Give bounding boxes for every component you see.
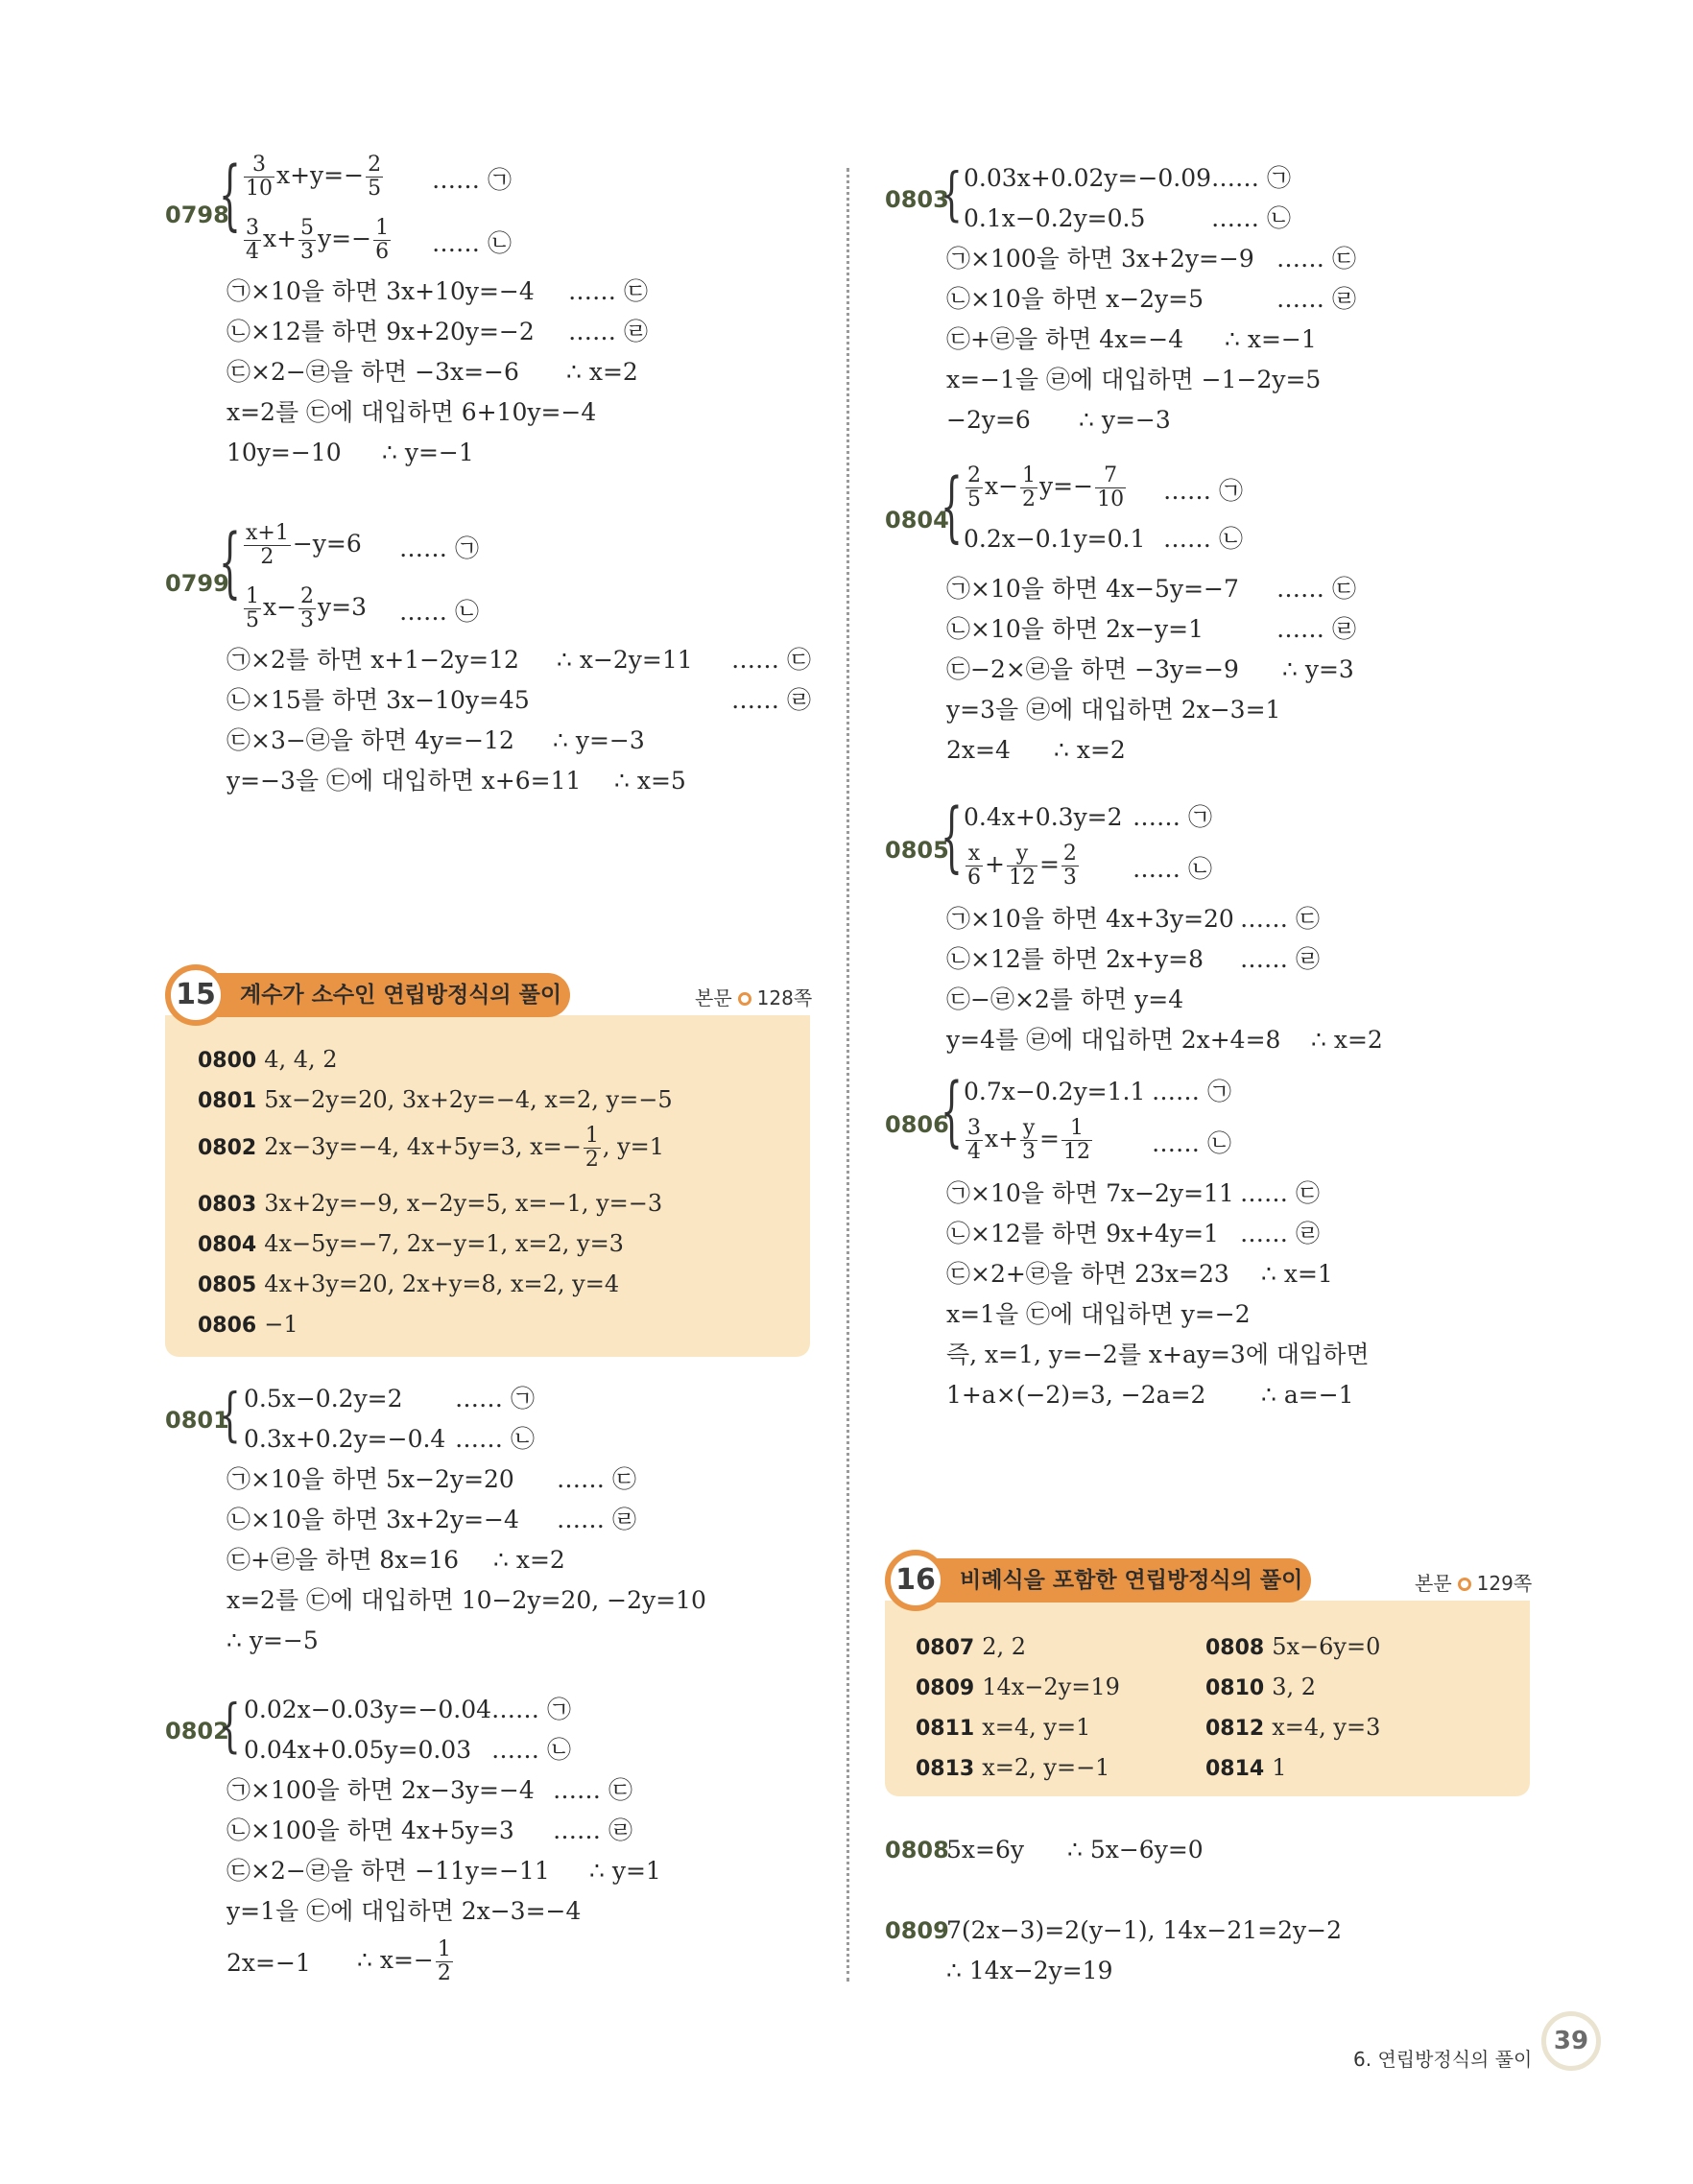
solution-mark: …… ㉢: [1240, 1179, 1320, 1207]
equation-1: $\frac{3}{10}$ x+y=− $\frac{2}{5}$: [246, 153, 382, 201]
equation-mark: …… ㉠: [1163, 477, 1243, 505]
equation-2: 0.2x−0.1y=0.1: [964, 525, 1146, 553]
equation-1: 0.4x+0.3y=2: [964, 803, 1123, 831]
section-number-badge: 16: [885, 1550, 946, 1611]
solution-mid: ∴ y=−3: [553, 726, 645, 754]
solution-line: y=3을 ㉣에 대입하면 2x−3=1: [946, 696, 1281, 724]
solution-line: ㉡×10을 하면 3x+2y=−4: [227, 1506, 519, 1533]
equation-mark: …… ㉠: [491, 1696, 571, 1723]
solution-mark: …… ㉢: [1276, 245, 1356, 273]
answer-row: 0813 x=2, y=−1: [916, 1754, 1110, 1781]
system-brace: {: [219, 1691, 241, 1759]
solution-mid: ∴ x−2y=11: [557, 646, 693, 674]
fraction: $\frac{3}{10}$: [246, 153, 273, 201]
equation-mark: …… ㉡: [1163, 525, 1243, 553]
answer-row: 0807 2, 2: [916, 1633, 1027, 1660]
equation-1: 0.02x−0.03y=−0.04: [244, 1696, 492, 1723]
section-number-badge: 15: [165, 964, 227, 1026]
solution-line: 2x=−1: [227, 1949, 311, 1977]
equation-2: $\frac{3}{4}$ x+ $\frac{5}{3}$ y=− $\frac{1}{6}$: [246, 216, 390, 264]
equation-1: $\frac{x+1}{2}$ −y=6: [246, 521, 362, 569]
section-title: 계수가 소수인 연립방정식의 풀이: [188, 973, 570, 1017]
equation-1: 0.03x+0.02y=−0.09: [964, 164, 1212, 192]
system-brace: {: [941, 1066, 963, 1155]
column-divider: [846, 168, 849, 1982]
equation-1: 0.7x−0.2y=1.1: [964, 1078, 1146, 1105]
solution-line: ∴ 14x−2y=19: [946, 1957, 1113, 1984]
solution-line: ㉡×10을 하면 2x−y=1: [946, 615, 1204, 643]
problem-number: 0802: [165, 1718, 229, 1745]
solution-mark: …… ㉣: [1240, 1220, 1320, 1247]
answer-row: 0806 −1: [198, 1311, 298, 1338]
solution-mark: …… ㉣: [1240, 945, 1320, 973]
arrow-circle-icon: [1458, 1578, 1471, 1591]
equation-mark: …… ㉡: [1152, 1129, 1231, 1157]
solution-line: ㉢×2−㉣을 하면 −3x=−6: [227, 358, 519, 386]
solution-mark: …… ㉣: [553, 1816, 632, 1844]
solution-mark: ∴ y=−3: [1079, 406, 1171, 434]
solution-line: y=4를 ㉣에 대입하면 2x+4=8: [946, 1026, 1281, 1054]
equation-mark: …… ㉡: [432, 229, 512, 257]
solution-line: ㉠×2를 하면 x+1−2y=12: [227, 646, 519, 674]
solution-line: ∴ y=−5: [227, 1626, 319, 1654]
equation-2: $\frac{x}{6}$ + $\frac{y}{12}$ = $\frac{2}{3}$: [967, 842, 1077, 890]
solution-mark: ∴ y=1: [589, 1857, 661, 1885]
solution-line: 7(2x−3)=2(y−1), 14x−21=2y−2: [946, 1916, 1342, 1944]
equation-mark: …… ㉡: [1211, 204, 1291, 232]
chapter-footer: 6. 연립방정식의 풀이: [1353, 2048, 1533, 2071]
solution-line: ㉠×10을 하면 4x−5y=−7: [946, 575, 1239, 603]
solution-mark: …… ㉣: [1276, 615, 1356, 643]
solution-line: ㉠×10을 하면 4x+3y=20: [946, 905, 1234, 933]
solution-line: ㉠×100을 하면 2x−3y=−4: [227, 1776, 535, 1804]
problem-number: 0798: [165, 202, 229, 228]
textbook-reference: 본문 128쪽: [695, 986, 813, 1009]
fraction: $\frac{2}{5}$: [368, 153, 382, 201]
solution-line: ㉡×12를 하면 2x+y=8: [946, 945, 1204, 973]
equation-mark: …… ㉡: [1133, 855, 1212, 883]
solution-mark: ∴ x=2: [1054, 736, 1126, 764]
answer-row: 0810 3, 2: [1205, 1674, 1317, 1700]
solution-line: ㉢−㉣×2를 하면 y=4: [946, 985, 1184, 1013]
solution-line: ㉡×100을 하면 4x+5y=3: [227, 1816, 514, 1844]
system-brace: {: [219, 150, 241, 239]
solution-mark: ∴ x=−1: [1225, 325, 1317, 353]
solution-mark: …… ㉢: [1240, 905, 1320, 933]
solution-mark: ∴ y=−1: [382, 439, 474, 466]
problem-number: 0801: [165, 1407, 229, 1434]
equation-mark: …… ㉡: [455, 1425, 535, 1453]
solution-mark: ∴ x=− $\frac{1}{2}$: [357, 1937, 451, 1985]
solution-line: 즉, x=1, y=−2를 x+ay=3에 대입하면: [946, 1341, 1370, 1368]
problem-number: 0809: [885, 1917, 949, 1944]
equation-mark: …… ㉠: [1133, 803, 1212, 831]
equation-2: $\frac{1}{5}$ x− $\frac{2}{3}$ y=3: [246, 584, 368, 632]
solution-mark: ∴ x=2: [1311, 1026, 1383, 1054]
solution-mid: ∴ x=5: [614, 767, 686, 795]
solution-mark: …… ㉢: [568, 277, 648, 305]
solution-line: ㉠×100을 하면 3x+2y=−9: [946, 245, 1254, 273]
answer-row: 0809 14x−2y=19: [916, 1674, 1120, 1700]
solution-line: 2x=4: [946, 736, 1011, 764]
solution-line: x=2를 ㉢에 대입하면 6+10y=−4: [227, 398, 597, 426]
solution-line: ㉢+㉣을 하면 4x=−4: [946, 325, 1184, 353]
page-number: 39: [1541, 2011, 1601, 2071]
solution-mark: …… ㉢: [731, 646, 811, 674]
solution-line: 1+a×(−2)=3, −2a=2: [946, 1381, 1206, 1409]
problem-number: 0799: [165, 570, 229, 597]
equation-mark: …… ㉠: [455, 1385, 535, 1412]
answer-row: 0811 x=4, y=1: [916, 1714, 1091, 1741]
system-brace: {: [941, 159, 963, 227]
problem-number: 0808: [885, 1837, 949, 1864]
solution-mark: ∴ x=1: [1261, 1260, 1333, 1288]
solution-line: y=1을 ㉢에 대입하면 2x−3=−4: [227, 1897, 582, 1925]
equation-mark: …… ㉠: [1152, 1078, 1231, 1105]
system-brace: {: [941, 792, 963, 881]
solution-line: ㉠×10을 하면 5x−2y=20: [227, 1465, 514, 1493]
equation-2: 0.1x−0.2y=0.5: [964, 204, 1146, 232]
section-title: 비례식을 포함한 연립방정식의 풀이: [908, 1558, 1311, 1602]
solution-line: ㉢×2+㉣을 하면 23x=23: [946, 1260, 1229, 1288]
answer-row: 0808 5x−6y=0: [1205, 1633, 1381, 1660]
solution-line: ㉡×15를 하면 3x−10y=45: [227, 686, 530, 714]
problem-number: 0806: [885, 1111, 949, 1138]
solution-mark: ∴ y=3: [1282, 655, 1354, 683]
solution-line: ㉠×10을 하면 3x+10y=−4: [227, 277, 535, 305]
solution-mark: …… ㉣: [1276, 285, 1356, 313]
solution-line: 5x=6y: [946, 1836, 1024, 1864]
solution-mark: ∴ a=−1: [1261, 1381, 1354, 1409]
equation-mark: …… ㉠: [399, 534, 479, 562]
solution-line: x=−1을 ㉣에 대입하면 −1−2y=5: [946, 366, 1322, 393]
solution-mark: …… ㉣: [568, 318, 648, 345]
answer-row: 0805 4x+3y=20, 2x+y=8, x=2, y=4: [198, 1270, 620, 1297]
solution-line: y=−3을 ㉢에 대입하면 x+6=11: [227, 767, 582, 795]
solution-line: ㉡×12를 하면 9x+20y=−2: [227, 318, 535, 345]
equation-mark: …… ㉡: [399, 598, 479, 626]
answer-row: 0812 x=4, y=3: [1205, 1714, 1381, 1741]
answer-row: 0801 5x−2y=20, 3x+2y=−4, x=2, y=−5: [198, 1086, 673, 1113]
equation-1: 0.5x−0.2y=2: [244, 1385, 403, 1412]
solution-mark: …… ㉢: [557, 1465, 636, 1493]
solution-line: ㉢×3−㉣을 하면 4y=−12: [227, 726, 514, 754]
solution-mark: …… ㉣: [557, 1506, 636, 1533]
solution-mark: ∴ x=2: [566, 358, 638, 386]
solution-line: x=1을 ㉢에 대입하면 y=−2: [946, 1300, 1251, 1328]
textbook-reference: 본문 129쪽: [1415, 1572, 1533, 1595]
system-brace: {: [219, 517, 241, 606]
problem-number: 0804: [885, 507, 949, 534]
equation-2: 0.3x+0.2y=−0.4: [244, 1425, 446, 1453]
equation-mark: …… ㉠: [1211, 164, 1291, 192]
solution-mark: …… ㉢: [553, 1776, 632, 1804]
solution-line: x=2를 ㉢에 대입하면 10−2y=20, −2y=10: [227, 1586, 706, 1614]
solution-line: −2y=6: [946, 406, 1031, 434]
solution-line: ㉢+㉣을 하면 8x=16: [227, 1546, 460, 1574]
answer-row: 0802 2x−3y=−4, 4x+5y=3, x=− $\frac{1}{2}$ , y=1: [198, 1124, 665, 1172]
problem-number: 0803: [885, 186, 949, 213]
solution-mark: …… ㉣: [731, 686, 811, 714]
arrow-circle-icon: [738, 992, 751, 1006]
solution-line: ㉡×10을 하면 x−2y=5: [946, 285, 1204, 313]
answer-row: 0814 1: [1205, 1754, 1287, 1781]
solution-line: ㉠×10을 하면 7x−2y=11: [946, 1179, 1234, 1207]
equation-1: $\frac{2}{5}$ x− $\frac{1}{2}$ y=− $\frac{7}{10}$: [967, 463, 1125, 511]
answer-row: 0804 4x−5y=−7, 2x−y=1, x=2, y=3: [198, 1230, 624, 1257]
solution-line: ㉡×12를 하면 9x+4y=1: [946, 1220, 1219, 1247]
answer-row: 0800 4, 4, 2: [198, 1046, 338, 1073]
problem-number: 0805: [885, 837, 949, 864]
answer-row: 0803 3x+2y=−9, x−2y=5, x=−1, y=−3: [198, 1190, 663, 1217]
solution-line: ㉢−2×㉣을 하면 −3y=−9: [946, 655, 1239, 683]
solution-line: ㉢×2−㉣을 하면 −11y=−11: [227, 1857, 550, 1885]
solution-line: 10y=−10: [227, 439, 342, 466]
equation-mark: …… ㉠: [432, 166, 512, 194]
solution-mark: …… ㉢: [1276, 575, 1356, 603]
system-brace: {: [941, 462, 963, 551]
equation-2: 0.04x+0.05y=0.03: [244, 1736, 472, 1764]
equation-mark: …… ㉡: [491, 1736, 571, 1764]
system-brace: {: [219, 1380, 241, 1448]
equation-2: $\frac{3}{4}$ x+ $\frac{y}{3}$ = $\frac{1}{12}$: [967, 1116, 1090, 1164]
solution-mark: ∴ 5x−6y=0: [1067, 1836, 1204, 1864]
solution-mark: ∴ x=2: [493, 1546, 565, 1574]
